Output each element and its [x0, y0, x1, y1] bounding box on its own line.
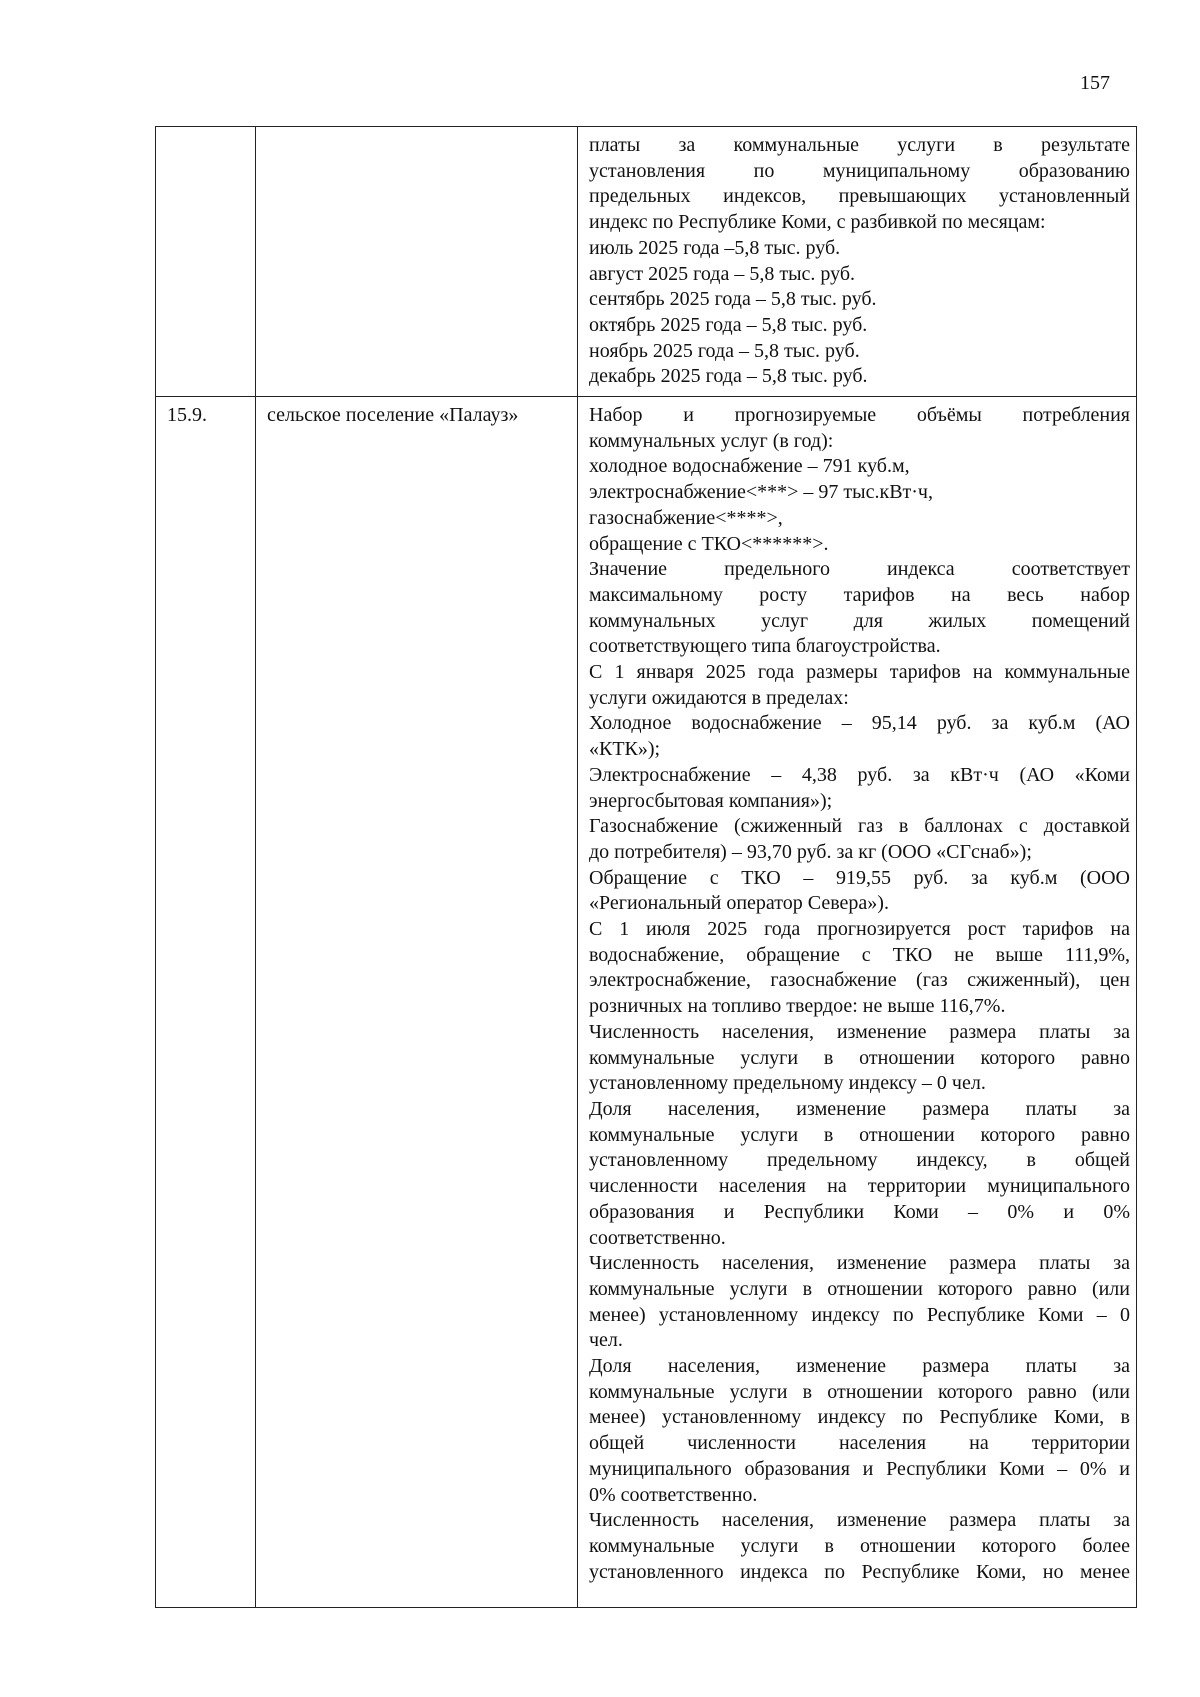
- text-line: установленного индекса по Республике Коми, но менее: [589, 1560, 1130, 1583]
- text-line: коммунальные услуги в отношении которого равно (или: [589, 1277, 1130, 1300]
- row-number-cell: 15.9.: [156, 397, 256, 1608]
- text-line: водоснабжение, обращение с ТКО не выше 111,9%,: [589, 943, 1130, 966]
- text-line: коммунальные услуги в отношении которого равно: [589, 1123, 1130, 1146]
- description-cell: [578, 397, 1137, 1608]
- description-cell: [578, 127, 1137, 397]
- text-line: коммунальные услуги в отношении которого равно: [589, 1046, 1130, 1069]
- row-number-cell: [156, 127, 256, 397]
- text-line: установленному предельному индексу, в общей: [589, 1149, 1130, 1172]
- text-line: 0% соответственно.: [589, 1483, 758, 1506]
- text-line: С 1 июля 2025 года прогнозируется рост тарифов на: [589, 918, 1130, 941]
- text-line: Электроснабжение – 4,38 руб. за кВт·ч (АО «Коми: [589, 763, 1130, 786]
- text-line: Значение предельного индекса соответствует: [589, 558, 1130, 581]
- text-line: Набор и прогнозируемые объёмы потребления: [589, 404, 1130, 426]
- data-table: [155, 126, 1137, 1608]
- text-line: Численность населения, изменение размера платы за: [589, 1252, 1130, 1275]
- text-line: менее) установленному индексу по Республике Коми, в: [589, 1406, 1130, 1429]
- text-line: установления по муниципальному образованию: [589, 159, 1130, 182]
- text-line: установленному предельному индексу – 0 чел.: [589, 1072, 986, 1095]
- text-line: ноябрь 2025 года – 5,8 тыс. руб.: [589, 339, 860, 362]
- settlement-name-cell: сельское поселение «Палауз»: [256, 397, 578, 1608]
- text-line: коммунальные услуги в отношении которого более: [589, 1534, 1130, 1557]
- text-line: индекс по Республике Коми, с разбивкой по месяцам:: [589, 211, 1046, 234]
- text-line: услуги ожидаются в пределах:: [589, 686, 849, 709]
- text-line: октябрь 2025 года – 5,8 тыс. руб.: [589, 313, 868, 336]
- text-line: общей численности населения на территории: [589, 1432, 1130, 1455]
- text-line: Численность населения, изменение размера платы за: [589, 1509, 1130, 1532]
- text-line: газоснабжение<****>,: [589, 506, 783, 529]
- text-line: до потребителя) – 93,70 руб. за кг (ООО «СГснаб»);: [589, 840, 1032, 863]
- text-line: Доля населения, изменение размера платы за: [589, 1097, 1130, 1120]
- text-line: Газоснабжение (сжиженный газ в баллонах с доставкой: [589, 815, 1130, 838]
- text-line: «Региональный оператор Севера»).: [589, 892, 889, 915]
- text-line: чел.: [589, 1329, 623, 1352]
- text-line: образования и Республики Коми – 0% и 0%: [589, 1200, 1130, 1223]
- text-line: розничных на топливо твердое: не выше 116,7%.: [589, 995, 1006, 1018]
- text-line: обращение с ТКО<******>.: [589, 532, 829, 555]
- text-line: декабрь 2025 года – 5,8 тыс. руб.: [589, 365, 868, 388]
- text-line: холодное водоснабжение – 791 куб.м,: [589, 455, 910, 478]
- page-number: 157: [1080, 72, 1110, 94]
- text-line: С 1 января 2025 года размеры тарифов на коммунальные: [589, 661, 1130, 684]
- text-line: сентябрь 2025 года – 5,8 тыс. руб.: [589, 288, 877, 311]
- text-line: Обращение с ТКО – 919,55 руб. за куб.м (ООО: [589, 866, 1130, 889]
- text-line: муниципального образования и Республики Коми – 0% и: [589, 1457, 1130, 1480]
- text-line: энергосбытовая компания»);: [589, 789, 833, 812]
- text-line: электроснабжение, газоснабжение (газ сжиженный), цен: [589, 969, 1130, 992]
- text-line: коммунальных услуг (в год):: [589, 429, 834, 452]
- text-line: максимальному росту тарифов на весь набор: [589, 583, 1130, 606]
- text-line: электроснабжение<***> – 97 тыс.кВт·ч,: [589, 481, 933, 504]
- text-line: коммунальные услуги в отношении которого равно (или: [589, 1380, 1130, 1403]
- table-row: [156, 127, 1137, 397]
- table-row: [156, 397, 1137, 1608]
- text-line: «КТК»);: [589, 738, 661, 761]
- settlement-name-cell: [256, 127, 578, 397]
- text-line: менее) установленному индексу по Республике Коми – 0: [589, 1303, 1130, 1326]
- text-line: июль 2025 года –5,8 тыс. руб.: [589, 236, 841, 259]
- text-line: численности населения на территории муниципального: [589, 1175, 1130, 1198]
- text-line: соответствующего типа благоустройства.: [589, 635, 941, 658]
- text-line: предельных индексов, превышающих установленный: [589, 185, 1130, 208]
- text-line: платы за коммунальные услуги в результате: [589, 134, 1130, 156]
- text-line: коммунальных услуг для жилых помещений: [589, 609, 1130, 632]
- text-line: Доля населения, изменение размера платы за: [589, 1355, 1130, 1378]
- text-line: Численность населения, изменение размера платы за: [589, 1020, 1130, 1043]
- text-line: Холодное водоснабжение – 95,14 руб. за куб.м (АО: [589, 712, 1130, 735]
- text-line: август 2025 года – 5,8 тыс. руб.: [589, 262, 856, 285]
- text-line: соответственно.: [589, 1226, 726, 1249]
